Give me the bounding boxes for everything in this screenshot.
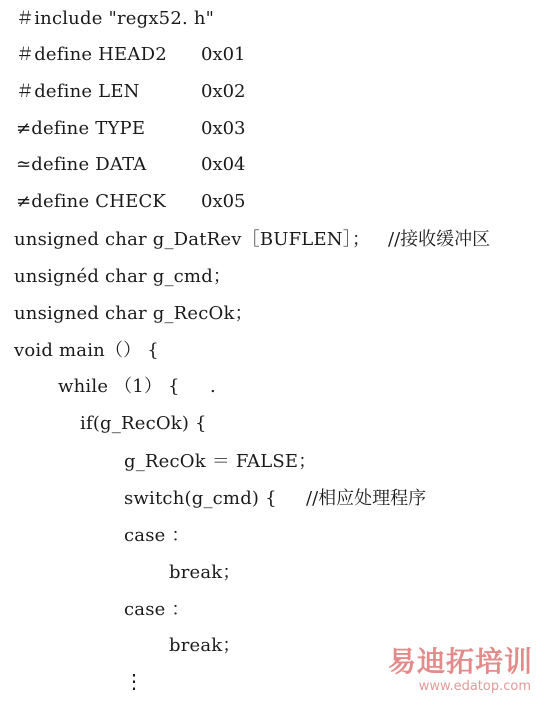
code-line-break-1: break；	[169, 562, 241, 583]
code-line-if: if(g_RecOk) {	[80, 413, 207, 434]
define-value-head2: 0x01	[201, 44, 246, 65]
define-value-type: 0x03	[201, 118, 246, 139]
code-line-include: ＃include "regx52. h"	[16, 8, 215, 29]
code-line-define-data: ≃define DATA	[16, 154, 147, 175]
code-line-while: while （1） {	[58, 376, 180, 397]
code-comment-handler: //相应处理程序	[306, 488, 427, 509]
code-stray-dot: .	[210, 376, 216, 397]
code-comment-rx-buffer: //接收缓冲区	[388, 229, 491, 250]
define-value-len: 0x02	[201, 81, 246, 102]
code-ellipsis: ⋮	[124, 669, 144, 693]
code-line-define-type: ≠define TYPE	[16, 118, 146, 139]
watermark-logo	[373, 646, 533, 698]
watermark-url: www.edatop.com	[418, 679, 531, 694]
define-value-check: 0x05	[201, 191, 246, 212]
code-line-case-2: case ：	[124, 599, 190, 620]
code-line-define-len: ＃define LEN	[16, 81, 140, 102]
code-line-case-1: case ：	[124, 525, 190, 546]
code-line-recok-decl: unsigned char g_RecOk；	[14, 303, 253, 324]
code-line-break-2: break；	[169, 635, 241, 656]
code-line-define-check: ≠define CHECK	[16, 191, 167, 212]
define-value-data: 0x04	[201, 154, 246, 175]
code-line-cmd-decl: unsignéd char g_cmd；	[14, 266, 232, 287]
code-line-switch: switch(g_cmd) {	[124, 488, 277, 509]
watermark-title: 易迪拓培训	[387, 645, 533, 678]
code-line-reset-flag: g_RecOk ＝ FALSE；	[124, 451, 317, 472]
code-line-define-head2: ＃define HEAD2	[16, 44, 167, 65]
code-line-main: void main（） {	[14, 340, 159, 361]
code-line-datrev-decl: unsigned char g_DatRev［BUFLEN］；	[14, 229, 371, 250]
